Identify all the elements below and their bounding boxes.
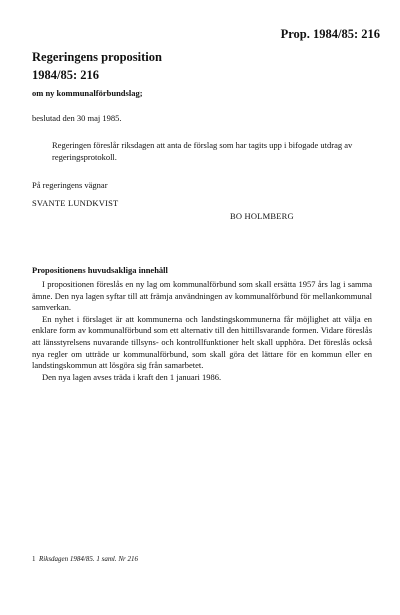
footer-text: Riksdagen 1984/85. 1 saml. Nr 216 xyxy=(39,555,138,563)
behalf-line: På regeringens vägnar xyxy=(32,180,108,190)
section-body xyxy=(32,279,372,383)
document-subject: om ny kommunalförbundslag; xyxy=(32,88,143,98)
body-paragraph: Den nya lagen avses träda i kraft den 1 januari 1986. xyxy=(42,371,222,382)
signature-left: SVANTE LUNDKVIST xyxy=(32,198,119,208)
intro-paragraph: Regeringen föreslår riksdagen att anta de förslag som har tagits upp i bifogade utdrag av regeringsprotokoll. xyxy=(52,140,353,162)
proposition-number: 1984/85: 216 xyxy=(32,68,100,82)
signature-right: BO HOLMBERG xyxy=(230,211,294,221)
document-title: Regeringens proposition xyxy=(32,50,162,64)
section-heading: Propositionens huvudsakliga innehåll xyxy=(32,265,168,275)
footer-number: 1 xyxy=(32,555,36,563)
body-paragraph: En nyhet i förslaget är att kommunerna och landstingskommunerna får möjlighet att välja en enklare form av kommunalförbund som ett alternativ till den hittillsvarande formen. Vidare föreslås att länsstyrelsens nuvarande tillsyns- och kontrollfunktioner helt skall upphöra. Det föreslås också nya regler om utträde ur kommunalförbund, som skall göra det lättare för en kommun eller en landstingskommun att lösgöra sig från samarbetet. xyxy=(32,313,372,371)
decision-date: beslutad den 30 maj 1985. xyxy=(32,113,122,123)
body-paragraph: I propositionen föreslås en ny lag om kommunalförbund som skall ersätta 1957 års lag i samma ämne. Den nya lagen syftar till att främja användningen av kommunalförbund för mellankommunal samverkan. xyxy=(32,279,372,313)
page-footer xyxy=(32,555,138,563)
proposition-reference: Prop. 1984/85: 216 xyxy=(280,27,380,41)
